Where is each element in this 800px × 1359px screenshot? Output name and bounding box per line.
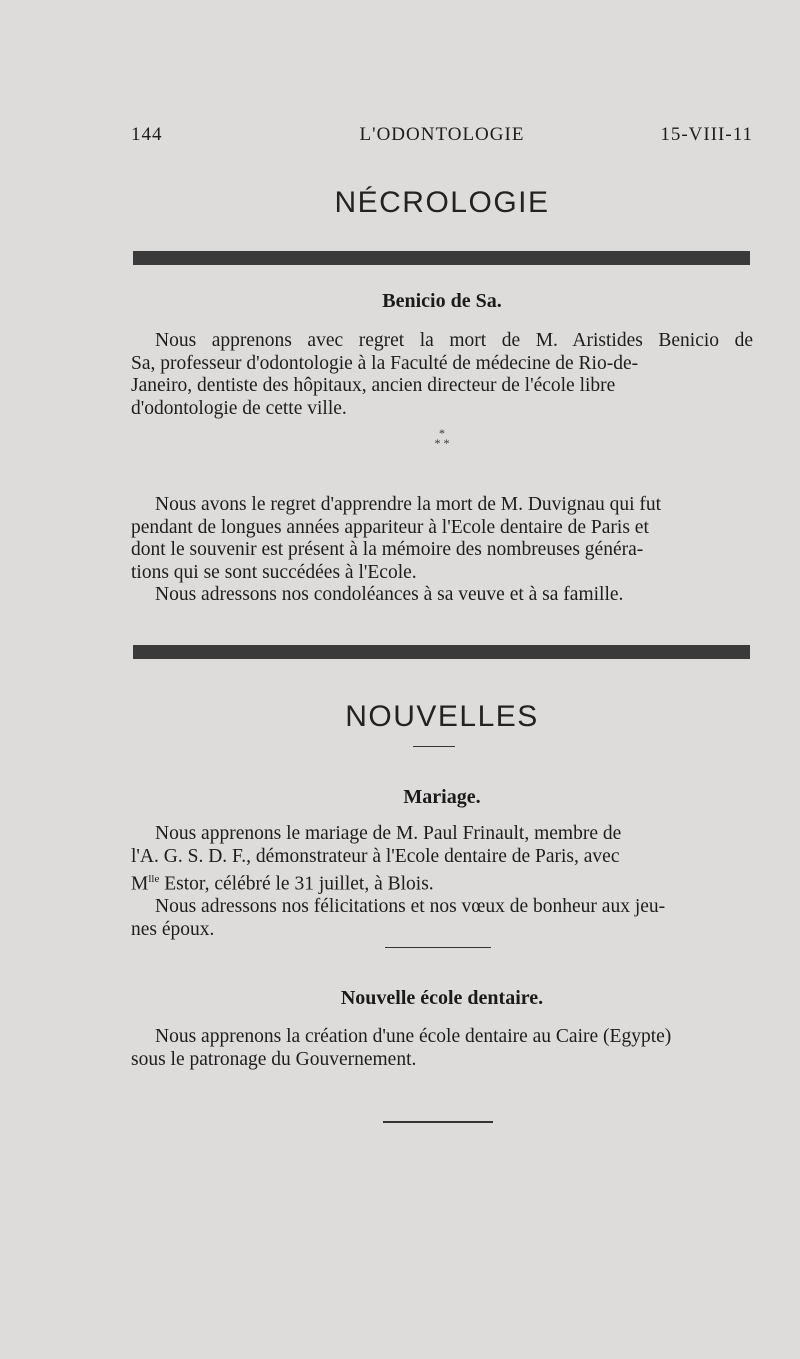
end-rule: [383, 1121, 493, 1123]
title-abbrev: M: [131, 873, 149, 895]
text-line: [131, 868, 753, 896]
text-line: tions qui se sont succédées à l'Ecole.: [131, 561, 417, 583]
asterism-bottom: * *: [434, 436, 450, 450]
text-line: dont le souvenir est présent à la mémoire des nombreuses généra-: [131, 539, 644, 561]
ecole-paragraph: [131, 1026, 753, 1071]
ecole-heading: Nouvelle école dentaire.: [340, 987, 544, 1009]
necrologie-title: NÉCROLOGIE: [334, 186, 550, 219]
running-header: [131, 124, 753, 148]
text-line: Janeiro, dentiste des hôpitaux, ancien directeur de l'école libre: [131, 375, 616, 397]
mariage-heading: Mariage.: [403, 786, 481, 808]
text-line: Nous adressons nos félicitations et nos vœux de bonheur aux jeu-: [155, 896, 666, 918]
section-rule-bottom: [133, 645, 750, 659]
item-separator-rule: [385, 947, 491, 948]
section-rule-top: [133, 251, 750, 265]
duvignau-paragraph: [131, 494, 753, 607]
running-title: L'ODONTOLOGIE: [359, 124, 525, 145]
text-line: Nous avons le regret d'apprendre la mort de M. Duvignau qui fut: [155, 494, 662, 515]
title-underline: [413, 746, 455, 747]
text-line: d'odontologie de cette ville.: [131, 397, 347, 419]
text-line: Nous apprenons la création d'une école dentaire au Caire (Egypte): [155, 1026, 672, 1047]
benicio-heading: Benicio de Sa.: [382, 290, 502, 312]
issue-date: 15-VIII-11: [660, 124, 753, 145]
text-line-rest: Estor, célébré le 31 juillet, à Blois.: [159, 873, 434, 895]
asterism-top: *: [439, 426, 445, 440]
title-abbrev-sup: lle: [148, 873, 160, 886]
text-line: sous le patronage du Gouvernement.: [131, 1048, 417, 1070]
text-line: pendant de longues années appariteur à l'Ecole dentaire de Paris et: [131, 516, 649, 538]
mariage-paragraph: [131, 823, 753, 941]
text-line: l'A. G. S. D. F., démonstrateur à l'Ecole dentaire de Paris, avec: [131, 845, 620, 867]
text-line: Nous adressons nos condoléances à sa veuve et à sa famille.: [155, 584, 624, 606]
nouvelles-title: NOUVELLES: [345, 700, 539, 733]
text-line: Nous apprenons avec regret la mort de M. Aristides Benicio de: [155, 330, 753, 351]
text-line: Nous apprenons le mariage de M. Paul Frinault, membre de: [155, 823, 622, 844]
text-line: Sa, professeur d'odontologie à la Faculté de médecine de Rio-de-: [131, 352, 639, 374]
text-line: nes époux.: [131, 918, 215, 940]
benicio-paragraph: [131, 330, 753, 420]
page-number: 144: [131, 124, 163, 145]
asterism-separator: [131, 428, 753, 448]
